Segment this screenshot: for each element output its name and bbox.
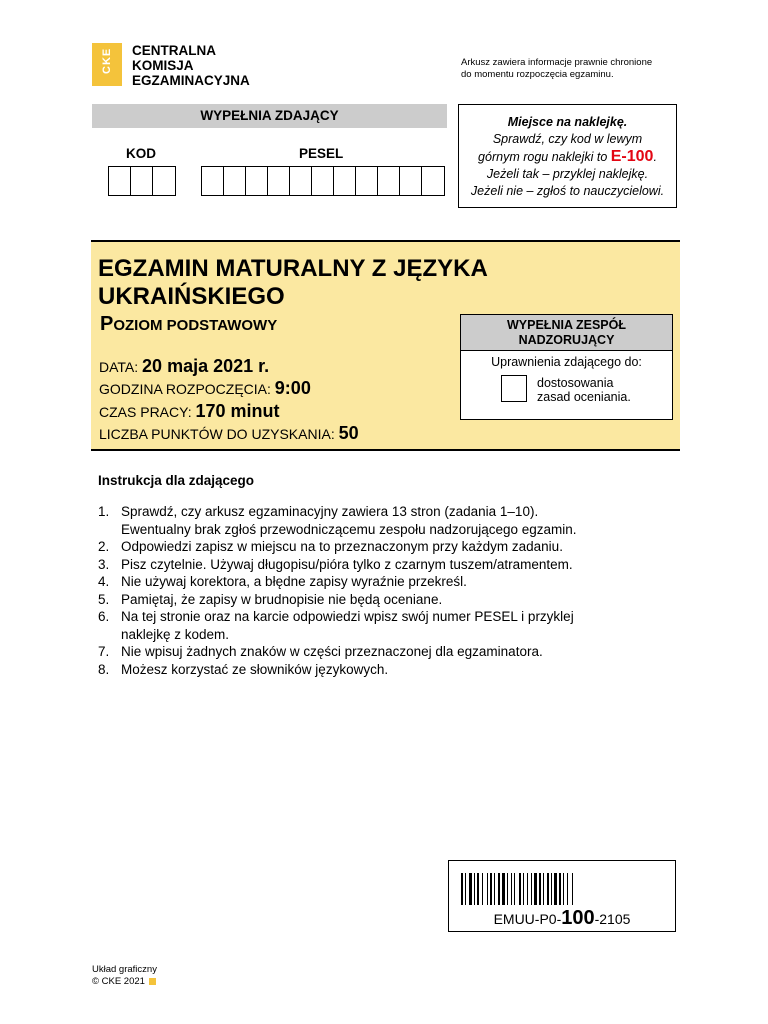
instruction-item <box>98 538 618 556</box>
date-label: DATA: <box>99 359 143 375</box>
notice-line-2: do momentu rozpoczęcia egzaminu. <box>461 69 614 80</box>
kod-boxes[interactable] <box>108 166 176 196</box>
exam-title <box>98 255 568 311</box>
instruction-line: Pisz czytelnie. Używaj długopisu/pióra tylko z czarnym tuszem/atramentem. <box>121 556 573 572</box>
instructions-list <box>98 503 618 678</box>
logo-line-1: CENTRALNA <box>132 43 216 58</box>
level-initial: P <box>100 313 114 335</box>
start-value: 9:00 <box>274 378 311 398</box>
candidate-header: WYPEŁNIA ZDAJĄCY <box>92 104 447 128</box>
duration-label: CZAS PRACY: <box>99 404 196 420</box>
instruction-item <box>98 591 618 609</box>
instruction-number: 8. <box>98 661 110 677</box>
accommodation-checkbox[interactable] <box>501 375 527 402</box>
barcode-code: 100 <box>561 907 595 929</box>
logo-line-2: KOMISJA <box>132 58 194 73</box>
footer <box>92 964 157 988</box>
sticker-title: Miejsce na naklejkę. <box>507 115 628 129</box>
instruction-item <box>98 573 618 591</box>
cke-logo-mark <box>92 43 122 86</box>
sticker-code: E-100 <box>610 148 654 165</box>
accommodation-label-line-1: dostosowania <box>537 376 614 390</box>
exam-points <box>99 423 359 444</box>
pesel-digit-box[interactable] <box>422 167 444 195</box>
instruction-item <box>98 503 618 538</box>
logo-mark-text: CKE <box>101 47 113 74</box>
instruction-line: Odpowiedzi zapisz w miejscu na to przeznaczonym przy każdym zadaniu. <box>121 539 563 554</box>
supervisor-header-line-1: WYPEŁNIA ZESPÓŁ <box>507 318 626 332</box>
accommodation-label-line-2: zasad oceniania. <box>537 390 631 404</box>
instruction-number: 7. <box>98 644 110 659</box>
instruction-line: Ewentualny brak zgłoś przewodniczącemu zespołu nadzorującego egzamin. <box>121 521 577 537</box>
exam-title-line-1: EGZAMIN MATURALNY Z JĘZYKA <box>98 255 488 282</box>
instruction-number: 6. <box>98 609 110 624</box>
instruction-line: Nie wpisuj żadnych znaków w części przeznaczonej dla egzaminatora. <box>121 644 543 659</box>
pesel-digit-box[interactable] <box>378 167 400 195</box>
instruction-line: naklejkę z kodem. <box>121 626 230 642</box>
exam-title-line-2: UKRAIŃSKIEGO <box>98 283 285 310</box>
instruction-item <box>98 643 618 661</box>
pesel-digit-box[interactable] <box>356 167 378 195</box>
accommodation-label <box>537 376 631 404</box>
sticker-line-5: Jeżeli nie – zgłoś to nauczycielowi. <box>470 184 665 198</box>
points-label: LICZBA PUNKTÓW DO UZYSKANIA: <box>99 426 339 442</box>
sticker-line-4: Jeżeli tak – przyklej naklejkę. <box>486 167 649 181</box>
pesel-digit-box[interactable] <box>246 167 268 195</box>
logo-line-3: EGZAMINACYJNA <box>132 73 250 88</box>
instruction-number: 4. <box>98 574 110 589</box>
instruction-number: 5. <box>98 591 110 607</box>
exam-date <box>99 356 269 377</box>
instruction-item <box>98 661 618 679</box>
cke-square-icon <box>149 978 156 985</box>
pesel-digit-box[interactable] <box>268 167 290 195</box>
instruction-line: Możesz korzystać ze słowników językowych. <box>121 661 389 677</box>
kod-digit-box[interactable] <box>109 167 131 195</box>
kod-digit-box[interactable] <box>131 167 153 195</box>
instruction-line: Nie używaj korektora, a błędne zapisy wyraźnie przekreśl. <box>121 574 467 589</box>
exam-level <box>100 313 277 336</box>
pesel-digit-box[interactable] <box>224 167 246 195</box>
level-rest: OZIOM PODSTAWOWY <box>113 317 278 334</box>
logo-text <box>132 43 250 88</box>
pesel-digit-box[interactable] <box>202 167 224 195</box>
pesel-digit-box[interactable] <box>334 167 356 195</box>
copyright-text: © CKE 2021 <box>92 976 145 987</box>
barcode-prefix: EMUU-P0- <box>493 911 562 927</box>
instruction-line: Pamiętaj, że zapisy w brudnopisie nie będą oceniane. <box>121 591 443 607</box>
supervisor-header-line-2: NADZORUJĄCY <box>518 333 615 347</box>
instruction-item <box>98 608 618 643</box>
duration-value: 170 minut <box>195 401 280 421</box>
instruction-line: Na tej stronie oraz na karcie odpowiedzi wpisz swój numer PESEL i przyklej <box>121 609 574 624</box>
supervisor-box <box>460 314 673 420</box>
instructions-heading: Instrukcja dla zdającego <box>98 473 255 488</box>
start-label: GODZINA ROZPOCZĘCIA: <box>99 381 275 397</box>
exam-start <box>99 378 311 399</box>
instruction-number: 3. <box>98 556 110 572</box>
sticker-area[interactable] <box>458 104 677 208</box>
instruction-item <box>98 556 618 574</box>
barcode-text <box>449 907 675 930</box>
instruction-line: Sprawdź, czy arkusz egzaminacyjny zawiera 13 stron (zadania 1–10). <box>121 504 539 519</box>
barcode-label <box>448 860 676 932</box>
exam-duration <box>99 401 280 422</box>
instruction-number: 1. <box>98 504 110 519</box>
points-value: 50 <box>338 423 359 443</box>
legal-notice <box>461 57 711 81</box>
pesel-digit-box[interactable] <box>400 167 422 195</box>
notice-line-1: Arkusz zawiera informacje prawnie chronione <box>461 57 653 68</box>
footer-line-1: Układ graficzny <box>92 964 157 975</box>
barcode-icon <box>449 865 675 909</box>
sticker-line-3-post: . <box>653 150 657 164</box>
sticker-line-3-pre: górnym rogu naklejki to <box>478 150 611 164</box>
supervisor-subtitle: Uprawnienia zdającego do: <box>491 355 642 369</box>
sticker-line-3 <box>459 148 676 166</box>
pesel-label: PESEL <box>299 146 344 161</box>
sticker-line-2: Sprawdź, czy kod w lewym <box>492 132 643 146</box>
supervisor-header <box>461 315 672 351</box>
footer-line-2 <box>92 976 157 988</box>
barcode-suffix: -2105 <box>594 911 631 927</box>
pesel-digit-box[interactable] <box>290 167 312 195</box>
kod-digit-box[interactable] <box>153 167 175 195</box>
date-value: 20 maja 2021 r. <box>142 356 270 376</box>
kod-label: KOD <box>126 146 156 161</box>
pesel-digit-box[interactable] <box>312 167 334 195</box>
pesel-boxes[interactable] <box>201 166 445 196</box>
instruction-number: 2. <box>98 539 110 554</box>
